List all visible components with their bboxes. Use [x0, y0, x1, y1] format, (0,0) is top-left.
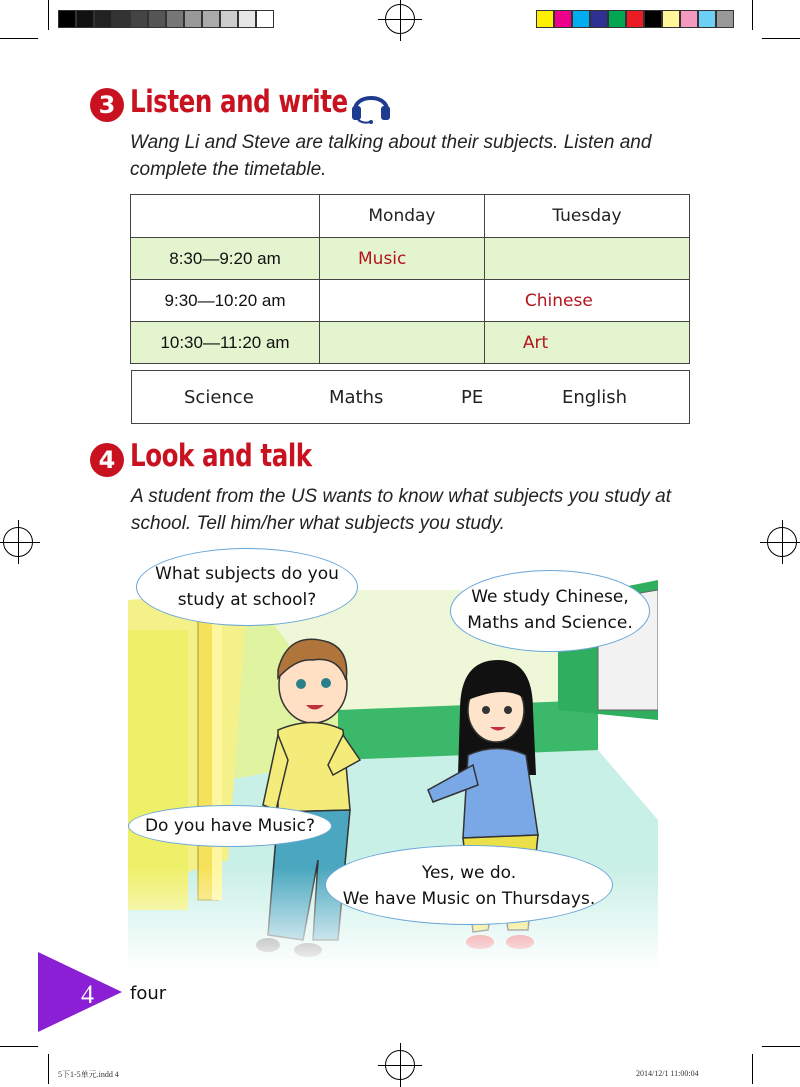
word-bank-item: Science [184, 387, 254, 408]
speech-bubble-boy-question [136, 548, 358, 626]
section-3-instruction: Wang Li and Steve are talking about their subjects. Listen and complete the timetable. [130, 132, 652, 180]
timetable-header-monday: Monday [320, 195, 485, 238]
page-number: 4 [81, 980, 94, 1009]
answer-text: Art [522, 332, 549, 353]
section-3-number: 3 [90, 88, 124, 122]
speech-bubble-girl-answer [450, 570, 650, 652]
print-timestamp: 2014/12/1 11:00:04 [636, 1069, 699, 1078]
answer-cell[interactable] [484, 238, 689, 280]
file-info: 5下1-5单元.indd 4 [58, 1070, 119, 1079]
bubble-text: Do you have Music? [144, 816, 316, 836]
section-3-title: Listen and write [130, 84, 348, 120]
table-row [131, 238, 690, 280]
answer-text: Chinese [524, 290, 593, 311]
section-4-instruction: A student from the US wants to know what subjects you study at school. Tell him/her what subjects you study. [131, 486, 672, 534]
answer-text: Music [358, 248, 407, 269]
bubble-text: We study Chinese, Maths and Science. [467, 587, 633, 633]
bubble-text-line-2: We have Music on Thursdays. [342, 889, 596, 909]
word-bank-item: PE [461, 387, 484, 408]
timetable-header-blank [131, 195, 320, 238]
time-cell: 9:30—10:20 am [131, 280, 320, 322]
speech-bubble-do-you-have-music [128, 805, 332, 847]
table-row [131, 322, 690, 364]
word-bank-item: Maths [329, 387, 384, 408]
timetable-header-tuesday: Tuesday [484, 195, 689, 238]
section-4-number: 4 [90, 443, 124, 477]
headphones-icon [350, 86, 392, 129]
bubble-text: What subjects do you study at school? [155, 564, 339, 610]
word-bank [131, 370, 690, 424]
time-cell: 10:30—11:20 am [131, 322, 320, 364]
section-4-title: Look and talk [130, 438, 312, 474]
speech-bubble-yes-we-do [325, 845, 613, 925]
answer-cell[interactable] [320, 238, 485, 280]
timetable-header-row [131, 195, 690, 238]
answer-cell[interactable] [320, 280, 485, 322]
page-corner-triangle [38, 952, 122, 1037]
answer-cell[interactable] [484, 280, 689, 322]
answer-cell[interactable] [320, 322, 485, 364]
timetable [130, 194, 690, 364]
page-word: four [130, 983, 167, 1004]
word-bank-item: English [562, 387, 627, 408]
answer-cell[interactable] [484, 322, 689, 364]
bubble-text-line-1: Yes, we do. [421, 863, 517, 883]
table-row [131, 280, 690, 322]
time-cell: 8:30—9:20 am [131, 238, 320, 280]
